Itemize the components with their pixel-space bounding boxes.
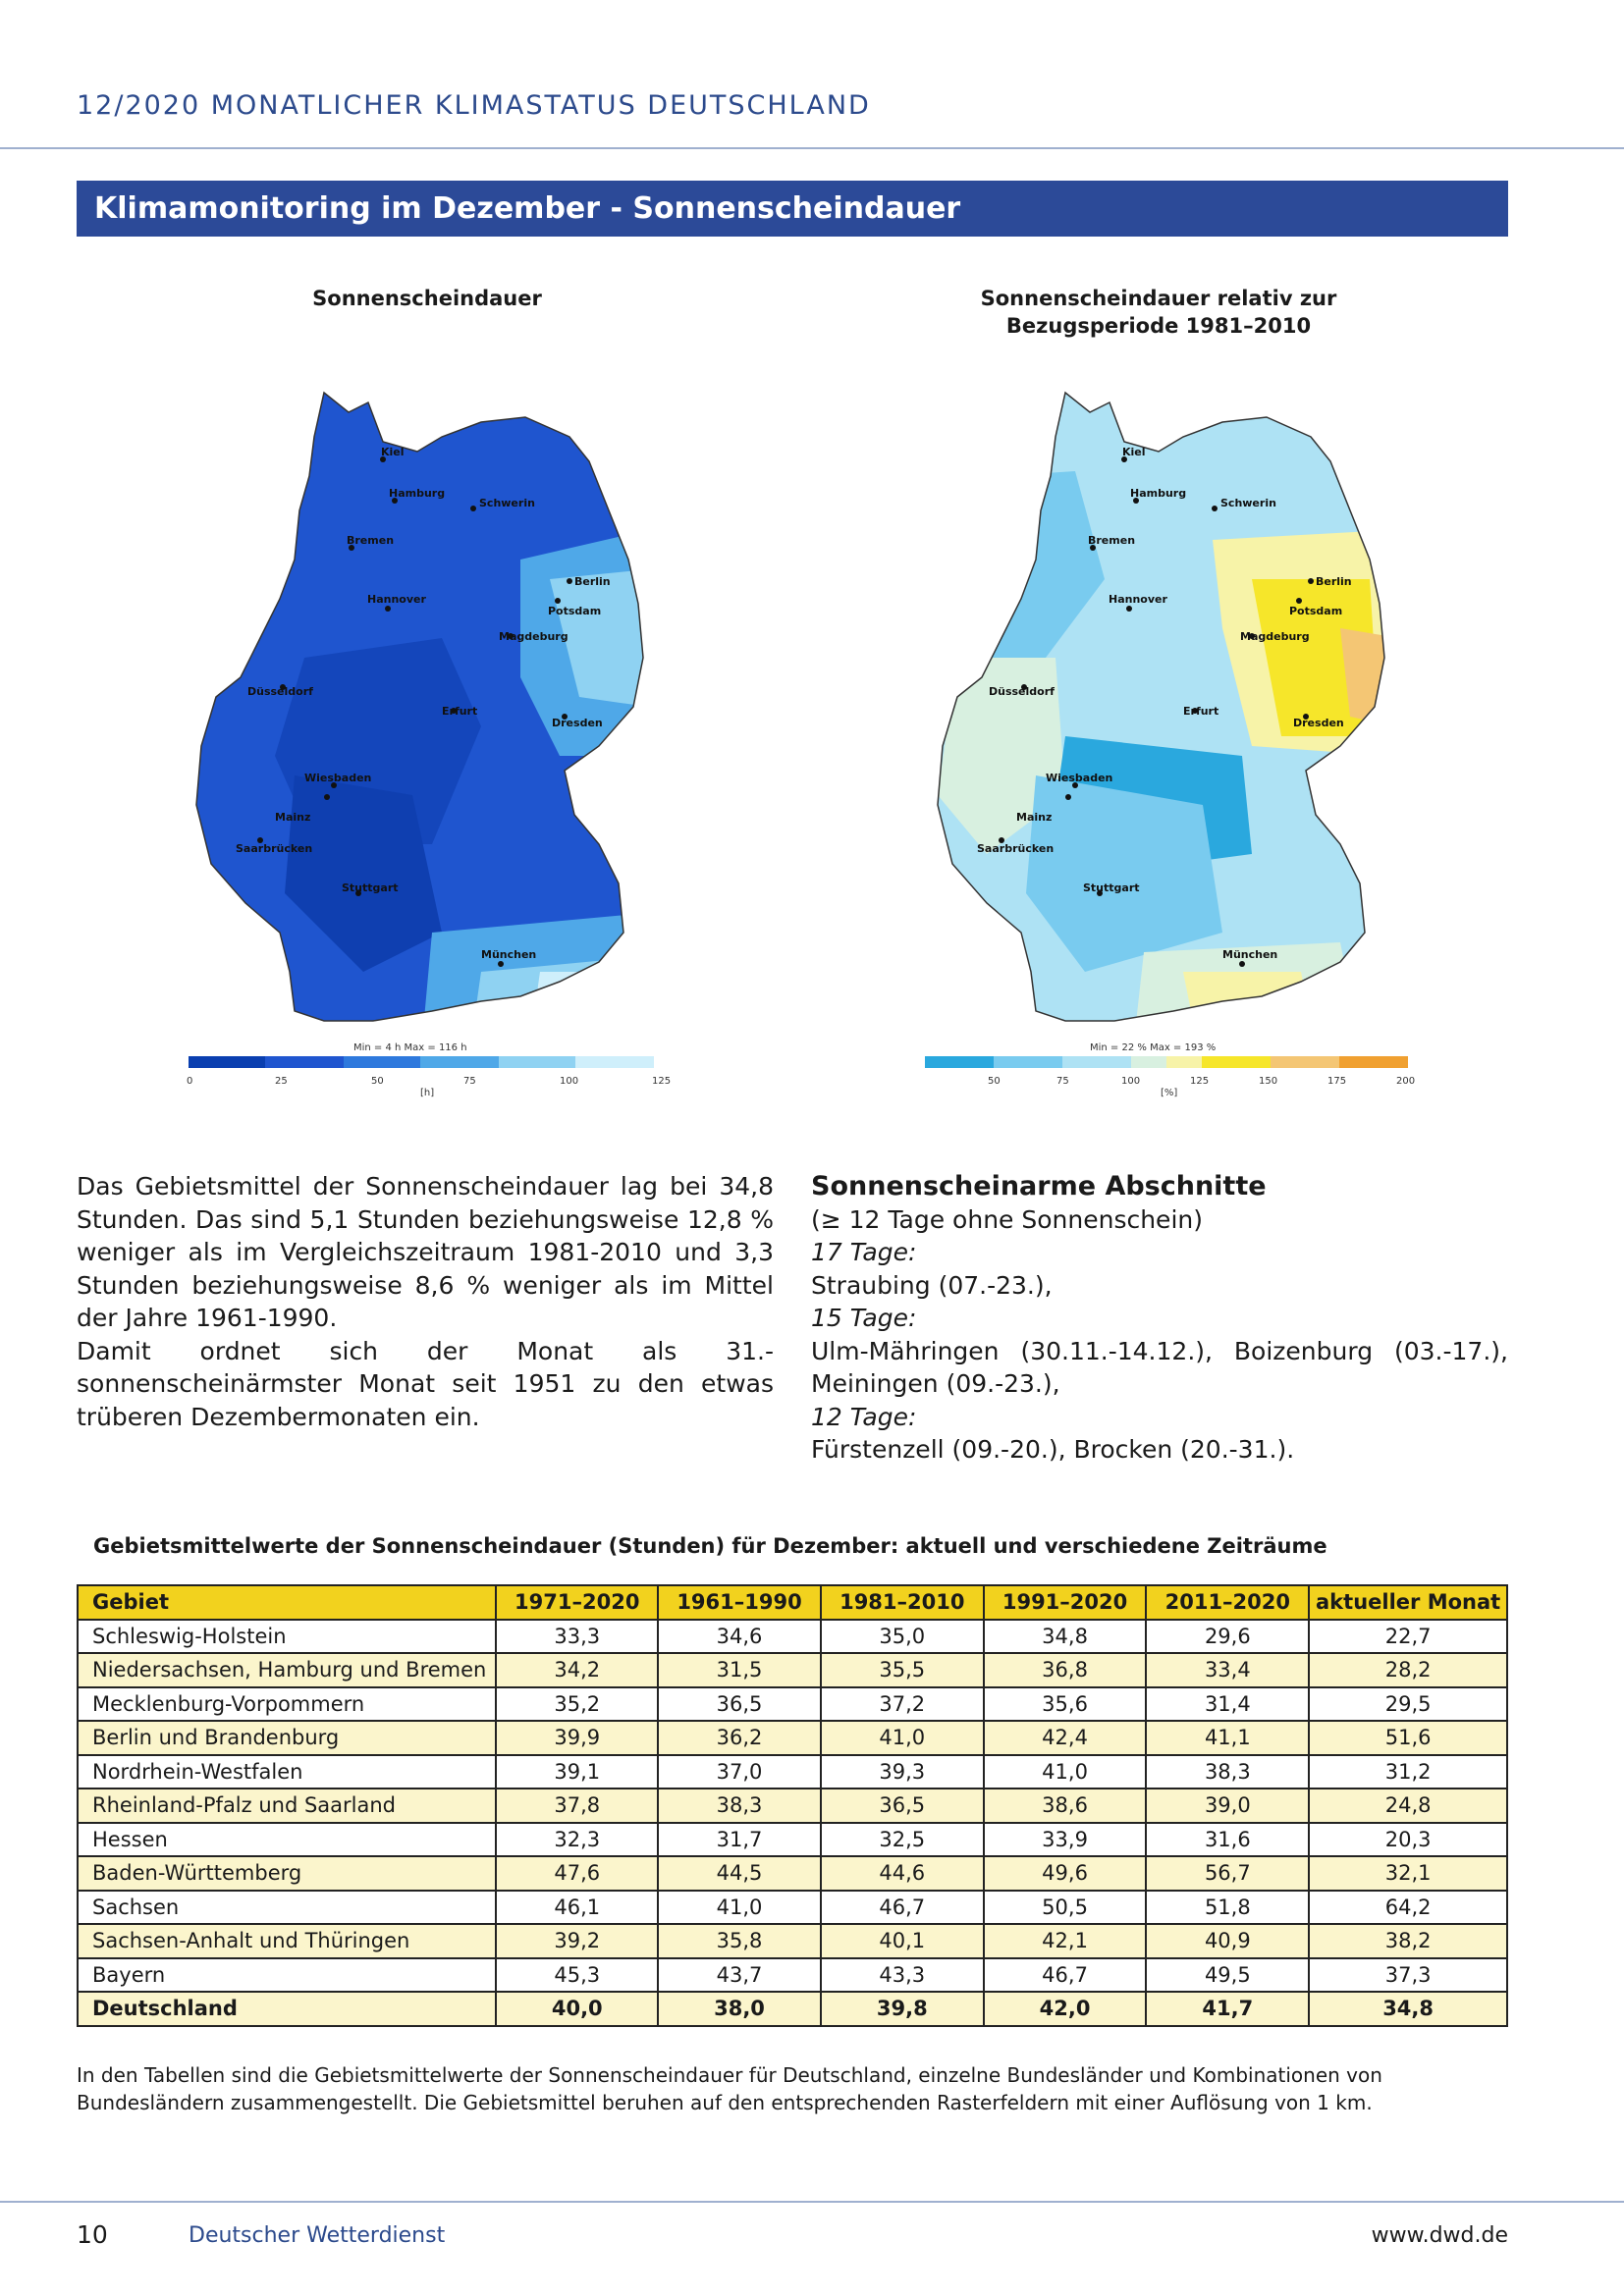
svg-text:München: München (481, 948, 537, 961)
value-cell: 22,7 (1309, 1620, 1507, 1654)
table-row (78, 1856, 1507, 1891)
sunshine-relative-map (928, 383, 1419, 1041)
table-row (78, 1924, 1507, 1958)
value-cell: 39,1 (496, 1755, 658, 1789)
sunless-periods (811, 1170, 1508, 1467)
value-cell: 38,3 (1146, 1755, 1309, 1789)
region-cell: Schleswig-Holstein (78, 1620, 496, 1654)
value-cell: 31,7 (658, 1823, 821, 1857)
value-cell: 33,4 (1146, 1653, 1309, 1687)
value-cell: 36,5 (658, 1687, 821, 1722)
value-cell: 39,3 (821, 1755, 984, 1789)
value-cell: 35,0 (821, 1620, 984, 1654)
value-cell: 46,1 (496, 1891, 658, 1925)
left-map-minmax: Min = 4 h Max = 116 h (353, 1042, 467, 1053)
value-cell: 40,9 (1146, 1924, 1309, 1958)
svg-text:Bremen: Bremen (1088, 534, 1136, 547)
region-cell: Sachsen-Anhalt und Thüringen (78, 1924, 496, 1958)
svg-text:50: 50 (988, 1076, 1001, 1087)
svg-text:Hamburg: Hamburg (389, 487, 446, 500)
svg-text:Magdeburg: Magdeburg (1240, 630, 1310, 643)
table-row (78, 1958, 1507, 1993)
svg-text:Hannover: Hannover (1109, 593, 1167, 606)
svg-text:75: 75 (463, 1076, 476, 1087)
region-cell: Sachsen (78, 1891, 496, 1925)
footer-divider (0, 2201, 1624, 2203)
region-cell: Deutschland (78, 1992, 496, 2026)
value-cell: 33,9 (984, 1823, 1147, 1857)
svg-text:Erfurt: Erfurt (1183, 705, 1219, 718)
region-cell: Niedersachsen, Hamburg und Bremen (78, 1653, 496, 1687)
section-title: Klimamonitoring im Dezember - Sonnenscheindauer (77, 181, 1508, 237)
days-17-label: 17 Tage: (811, 1238, 917, 1266)
svg-text:50: 50 (371, 1076, 384, 1087)
table-row (78, 1687, 1507, 1722)
svg-text:Hannover: Hannover (367, 593, 426, 606)
svg-text:200: 200 (1396, 1076, 1416, 1087)
days-15-label: 15 Tage: (811, 1304, 917, 1332)
value-cell: 37,0 (658, 1755, 821, 1789)
sunshine-hours-map (187, 383, 677, 1041)
svg-text:Schwerin: Schwerin (479, 497, 535, 509)
svg-text:Potsdam: Potsdam (548, 605, 602, 617)
header-divider (0, 147, 1624, 149)
region-cell: Berlin und Brandenburg (78, 1721, 496, 1755)
value-cell: 38,0 (658, 1992, 821, 2026)
region-cell: Rheinland-Pfalz und Saarland (78, 1789, 496, 1823)
column-header: 1981–2010 (821, 1585, 984, 1620)
right-legend-bar (925, 1056, 1408, 1068)
svg-text:Kiel: Kiel (381, 446, 405, 458)
value-cell: 64,2 (1309, 1891, 1507, 1925)
svg-text:100: 100 (560, 1076, 579, 1087)
days-17-stations: Straubing (07.-23.), (811, 1270, 1053, 1300)
value-cell: 41,1 (1146, 1721, 1309, 1755)
value-cell: 39,9 (496, 1721, 658, 1755)
value-cell: 29,5 (1309, 1687, 1507, 1722)
value-cell: 41,0 (821, 1721, 984, 1755)
svg-text:Bremen: Bremen (347, 534, 395, 547)
value-cell: 45,3 (496, 1958, 658, 1993)
table-row (78, 1653, 1507, 1687)
svg-text:100: 100 (1121, 1076, 1141, 1087)
table-row (78, 1823, 1507, 1857)
value-cell: 50,5 (984, 1891, 1147, 1925)
svg-text:Saarbrücken: Saarbrücken (977, 842, 1055, 855)
svg-text:0: 0 (187, 1076, 193, 1087)
svg-text:Kiel: Kiel (1122, 446, 1146, 458)
value-cell: 49,5 (1146, 1958, 1309, 1993)
svg-text:Düsseldorf: Düsseldorf (989, 685, 1055, 698)
svg-text:Erfurt: Erfurt (442, 705, 478, 718)
page-number: 10 (77, 2220, 108, 2249)
value-cell: 40,1 (821, 1924, 984, 1958)
table-row (78, 1721, 1507, 1755)
column-header: Gebiet (78, 1585, 496, 1620)
left-map-legend (187, 1041, 677, 1109)
value-cell: 34,8 (1309, 1992, 1507, 2026)
svg-text:75: 75 (1056, 1076, 1069, 1087)
days-15-stations: Ulm-Mähringen (30.11.-14.12.), Boizenburg (03.-17.), Meiningen (09.-23.), (811, 1336, 1508, 1398)
value-cell: 36,8 (984, 1653, 1147, 1687)
right-map-minmax: Min = 22 % Max = 193 % (1090, 1042, 1217, 1053)
value-cell: 38,2 (1309, 1924, 1507, 1958)
value-cell: 32,1 (1309, 1856, 1507, 1891)
value-cell: 33,3 (496, 1620, 658, 1654)
value-cell: 56,7 (1146, 1856, 1309, 1891)
value-cell: 41,7 (1146, 1992, 1309, 2026)
value-cell: 20,3 (1309, 1823, 1507, 1857)
table-row (78, 1620, 1507, 1654)
footnote: In den Tabellen sind die Gebietsmittelwerte der Sonnenscheindauer für Deutschland, einzelne Bundesländer und Kombinationen von Bundesländern zusammengestellt. Die Gebietsmittel beruhen auf den entsprechenden Rasterfeldern mit einer Auflösung von 1 km. (77, 2063, 1382, 2114)
value-cell: 47,6 (496, 1856, 658, 1891)
column-header: 1971–2020 (496, 1585, 658, 1620)
table-row (78, 1891, 1507, 1925)
left-legend-bar (189, 1056, 654, 1068)
value-cell: 36,5 (821, 1789, 984, 1823)
svg-text:Stuttgart: Stuttgart (1083, 881, 1140, 894)
svg-text:Dresden: Dresden (552, 717, 603, 729)
value-cell: 28,2 (1309, 1653, 1507, 1687)
table-title: Gebietsmittelwerte der Sonnenscheindauer (Stunden) für Dezember: aktuell und verschiedene Zeiträume (93, 1534, 1327, 1558)
value-cell: 32,5 (821, 1823, 984, 1857)
website-link[interactable]: www.dwd.de (1371, 2223, 1508, 2248)
value-cell: 31,5 (658, 1653, 821, 1687)
svg-text:[%]: [%] (1161, 1088, 1178, 1098)
value-cell: 34,6 (658, 1620, 821, 1654)
value-cell: 41,0 (984, 1755, 1147, 1789)
value-cell: 41,0 (658, 1891, 821, 1925)
svg-text:Düsseldorf: Düsseldorf (247, 685, 313, 698)
value-cell: 34,2 (496, 1653, 658, 1687)
days-12-stations: Fürstenzell (09.-20.), Brocken (20.-31.). (811, 1435, 1295, 1464)
svg-text:Potsdam: Potsdam (1289, 605, 1343, 617)
value-cell: 39,8 (821, 1992, 984, 2026)
value-cell: 44,6 (821, 1856, 984, 1891)
region-cell: Hessen (78, 1823, 496, 1857)
svg-text:150: 150 (1259, 1076, 1278, 1087)
svg-text:München: München (1222, 948, 1278, 961)
value-cell: 24,8 (1309, 1789, 1507, 1823)
value-cell: 31,4 (1146, 1687, 1309, 1722)
value-cell: 38,3 (658, 1789, 821, 1823)
column-header: 1961–1990 (658, 1585, 821, 1620)
lead-paragraph-1: Das Gebietsmittel der Sonnenscheindauer lag bei 34,8 Stunden. Das sind 5,1 Stunden beziehungsweise 12,8 % weniger als im Vergleichszeitraum 1981-2010 und 3,3 Stunden beziehungsweise 8,6 % weniger als im Mittel der Jahre 1961-1990. (77, 1172, 774, 1332)
value-cell: 35,2 (496, 1687, 658, 1722)
value-cell: 46,7 (984, 1958, 1147, 1993)
svg-text:Saarbrücken: Saarbrücken (236, 842, 313, 855)
svg-text:Magdeburg: Magdeburg (499, 630, 568, 643)
svg-text:175: 175 (1327, 1076, 1347, 1087)
value-cell: 39,2 (496, 1924, 658, 1958)
region-cell: Bayern (78, 1958, 496, 1993)
value-cell: 43,3 (821, 1958, 984, 1993)
document-header: 12/2020 MONATLICHER KLIMASTATUS DEUTSCHLAND (77, 90, 871, 121)
value-cell: 35,8 (658, 1924, 821, 1958)
right-map-legend (923, 1041, 1424, 1109)
value-cell: 43,7 (658, 1958, 821, 1993)
region-cell: Nordrhein-Westfalen (78, 1755, 496, 1789)
lead-text (77, 1170, 774, 1433)
value-cell: 31,6 (1146, 1823, 1309, 1857)
svg-text:125: 125 (652, 1076, 672, 1087)
column-header: 1991–2020 (984, 1585, 1147, 1620)
svg-text:Berlin: Berlin (1316, 575, 1352, 588)
value-cell: 37,2 (821, 1687, 984, 1722)
table-row (78, 1992, 1507, 2026)
value-cell: 51,8 (1146, 1891, 1309, 1925)
value-cell: 32,3 (496, 1823, 658, 1857)
svg-text:Wiesbaden: Wiesbaden (1046, 772, 1113, 784)
sunless-heading: Sonnenscheinarme Abschnitte (811, 1171, 1267, 1201)
days-12-label: 12 Tage: (811, 1402, 917, 1431)
region-cell: Baden-Württemberg (78, 1856, 496, 1891)
value-cell: 46,7 (821, 1891, 984, 1925)
value-cell: 38,6 (984, 1789, 1147, 1823)
value-cell: 51,6 (1309, 1721, 1507, 1755)
sunshine-table (77, 1584, 1508, 2027)
value-cell: 31,2 (1309, 1755, 1507, 1789)
svg-text:Dresden: Dresden (1293, 717, 1344, 729)
lead-paragraph-2: Damit ordnet sich der Monat als 31.-sonnenscheinärmster Monat seit 1951 zu den etwas trüberen Dezembermonaten ein. (77, 1336, 774, 1431)
column-header: aktueller Monat (1309, 1585, 1507, 1620)
svg-text:25: 25 (275, 1076, 288, 1087)
value-cell: 42,0 (984, 1992, 1147, 2026)
svg-text:Schwerin: Schwerin (1220, 497, 1276, 509)
table-row (78, 1789, 1507, 1823)
svg-text:Mainz: Mainz (1016, 811, 1053, 824)
value-cell: 36,2 (658, 1721, 821, 1755)
publisher: Deutscher Wetterdienst (189, 2223, 446, 2248)
svg-text:[h]: [h] (420, 1088, 435, 1098)
right-map-title: Sonnenscheindauer relativ zur Bezugsperiode 1981–2010 (980, 287, 1337, 338)
svg-text:Berlin: Berlin (574, 575, 611, 588)
sunless-subheading: (≥ 12 Tage ohne Sonnenschein) (811, 1204, 1203, 1234)
value-cell: 42,4 (984, 1721, 1147, 1755)
table-header-row (78, 1585, 1507, 1620)
svg-text:125: 125 (1190, 1076, 1210, 1087)
svg-text:Hamburg: Hamburg (1130, 487, 1187, 500)
value-cell: 42,1 (984, 1924, 1147, 1958)
value-cell: 37,8 (496, 1789, 658, 1823)
value-cell: 49,6 (984, 1856, 1147, 1891)
svg-text:Stuttgart: Stuttgart (342, 881, 399, 894)
value-cell: 39,0 (1146, 1789, 1309, 1823)
svg-text:Wiesbaden: Wiesbaden (304, 772, 372, 784)
value-cell: 44,5 (658, 1856, 821, 1891)
value-cell: 35,5 (821, 1653, 984, 1687)
column-header: 2011–2020 (1146, 1585, 1309, 1620)
value-cell: 35,6 (984, 1687, 1147, 1722)
svg-text:Mainz: Mainz (275, 811, 311, 824)
value-cell: 40,0 (496, 1992, 658, 2026)
left-map-title: Sonnenscheindauer (312, 287, 542, 310)
value-cell: 37,3 (1309, 1958, 1507, 1993)
value-cell: 34,8 (984, 1620, 1147, 1654)
table-row (78, 1755, 1507, 1789)
value-cell: 29,6 (1146, 1620, 1309, 1654)
region-cell: Mecklenburg-Vorpommern (78, 1687, 496, 1722)
